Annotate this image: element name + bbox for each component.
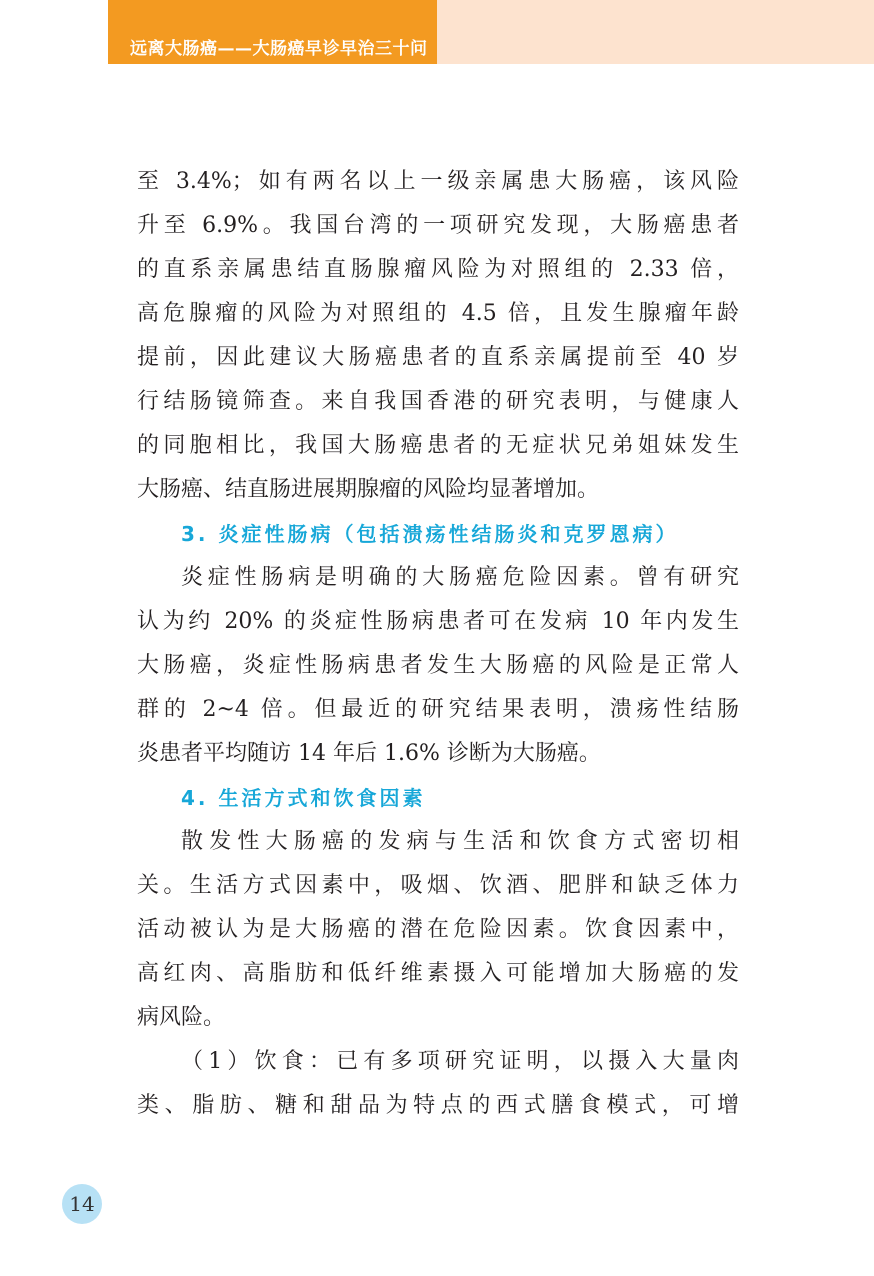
body-line: 大肠癌，炎症性肠病患者发生大肠癌的风险是正常人 [137, 653, 739, 678]
body-line: 群的 2~4 倍。但最近的研究结果表明，溃疡性结肠 [137, 697, 739, 722]
header-band [437, 0, 874, 64]
body-line: 提前，因此建议大肠癌患者的直系亲属提前至 40 岁 [137, 345, 739, 370]
body-line: 活动被认为是大肠癌的潜在危险因素。饮食因素中， [137, 917, 739, 942]
header-tab [108, 0, 437, 64]
body-line: （1）饮食：已有多项研究证明，以摄入大量肉 [181, 1049, 739, 1074]
body-line: 关。生活方式因素中，吸烟、饮酒、肥胖和缺乏体力 [137, 873, 739, 898]
body-line: 行结肠镜筛查。来自我国香港的研究表明，与健康人 [137, 389, 739, 414]
body-line: 认为约 20% 的炎症性肠病患者可在发病 10 年内发生 [137, 609, 739, 634]
body-line: 升至 6.9%。我国台湾的一项研究发现，大肠癌患者 [137, 213, 739, 238]
body-line: 炎症性肠病是明确的大肠癌危险因素。曾有研究 [181, 565, 739, 590]
body-line: 的直系亲属患结直肠腺瘤风险为对照组的 2.33 倍， [137, 257, 739, 282]
body-line: 病风险。 [137, 1005, 226, 1030]
body-line: 高红肉、高脂肪和低纤维素摄入可能增加大肠癌的发 [137, 961, 739, 986]
page-number: 14 [69, 1192, 95, 1216]
book-title: 远离大肠癌——大肠癌早诊早治三十问 [130, 39, 428, 59]
section-heading-4: 4. 生活方式和饮食因素 [181, 786, 426, 810]
body-line: 至 3.4%；如有两名以上一级亲属患大肠癌，该风险 [137, 169, 739, 194]
page-number-badge [62, 1184, 102, 1224]
body-line: 大肠癌、结直肠进展期腺瘤的风险均显著增加。 [137, 477, 600, 502]
body-line: 炎患者平均随访 14 年后 1.6% 诊断为大肠癌。 [137, 741, 601, 766]
section-heading-3: 3. 炎症性肠病（包括溃疡性结肠炎和克罗恩病） [181, 522, 679, 546]
page-content [137, 160, 739, 1128]
body-line: 的同胞相比，我国大肠癌患者的无症状兄弟姐妹发生 [137, 433, 739, 458]
body-line: 类、脂肪、糖和甜品为特点的西式膳食模式，可增 [137, 1093, 739, 1118]
body-line: 高危腺瘤的风险为对照组的 4.5 倍，且发生腺瘤年龄 [137, 301, 739, 326]
body-line: 散发性大肠癌的发病与生活和饮食方式密切相 [181, 829, 739, 854]
